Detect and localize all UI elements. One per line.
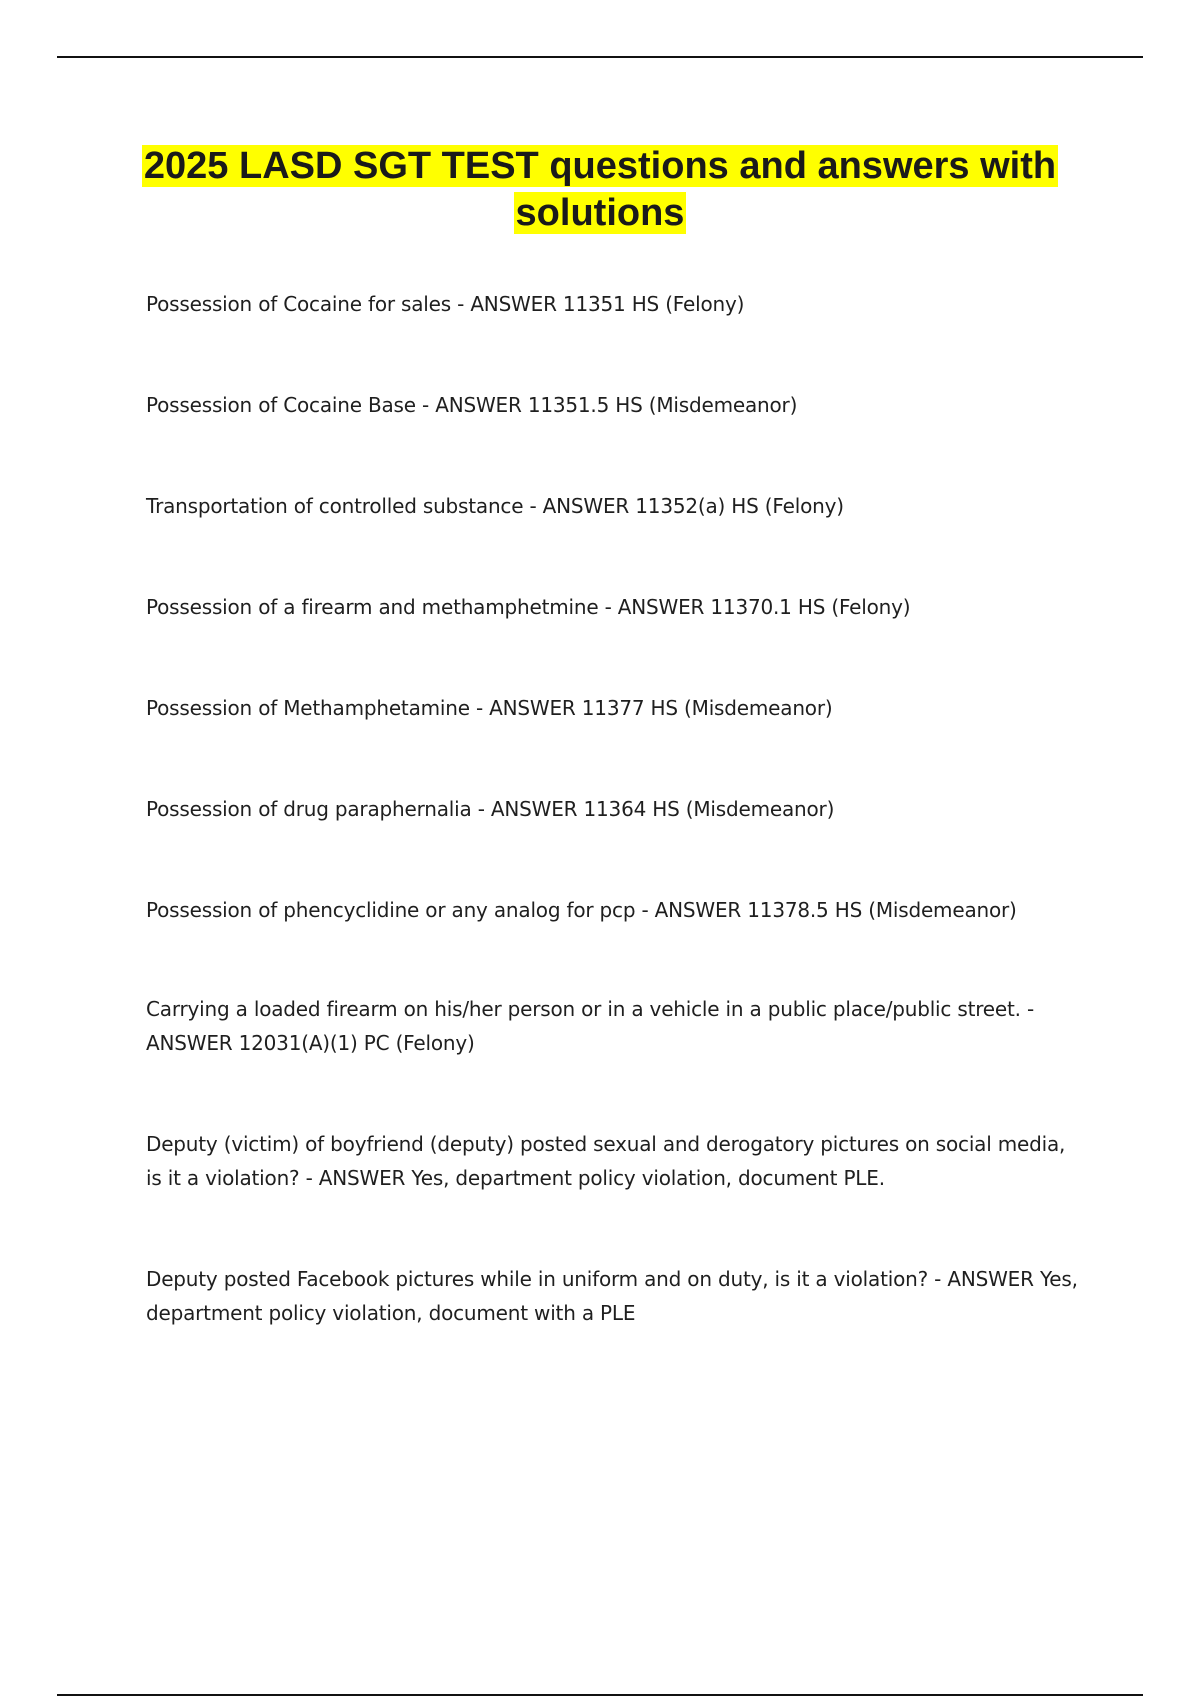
qa-item-10: Deputy posted Facebook pictures while in uniform and on duty, is it a violation? - ANSWER Yes, department policy violation, document with a PLE bbox=[146, 1267, 1078, 1325]
qa-item-1: Possession of Cocaine for sales - ANSWER 11351 HS (Felony) bbox=[146, 292, 745, 316]
bottom-divider bbox=[57, 1694, 1143, 1696]
qa-item-5: Possession of Methamphetamine - ANSWER 11377 HS (Misdemeanor) bbox=[146, 696, 833, 720]
qa-item-8: Carrying a loaded firearm on his/her person or in a vehicle in a public place/public street. - ANSWER 12031(A)(1) PC (Felony) bbox=[146, 997, 1034, 1055]
page-title bbox=[100, 143, 1100, 237]
qa-item-3: Transportation of controlled substance - ANSWER 11352(a) HS (Felony) bbox=[146, 494, 844, 518]
page-title-text: 2025 LASD SGT TEST questions and answers with solutions bbox=[143, 145, 1057, 234]
qa-item-4: Possession of a firearm and methamphetmine - ANSWER 11370.1 HS (Felony) bbox=[146, 595, 911, 619]
top-divider bbox=[57, 56, 1143, 58]
qa-item-7: Possession of phencyclidine or any analog for pcp - ANSWER 11378.5 HS (Misdemeanor) bbox=[146, 898, 1017, 922]
qa-item-6: Possession of drug paraphernalia - ANSWER 11364 HS (Misdemeanor) bbox=[146, 797, 835, 821]
qa-item-2: Possession of Cocaine Base - ANSWER 11351.5 HS (Misdemeanor) bbox=[146, 393, 798, 417]
qa-item-9: Deputy (victim) of boyfriend (deputy) posted sexual and derogatory pictures on social media, is it a violation? - ANSWER Yes, department policy violation, document PLE. bbox=[146, 1132, 1066, 1190]
